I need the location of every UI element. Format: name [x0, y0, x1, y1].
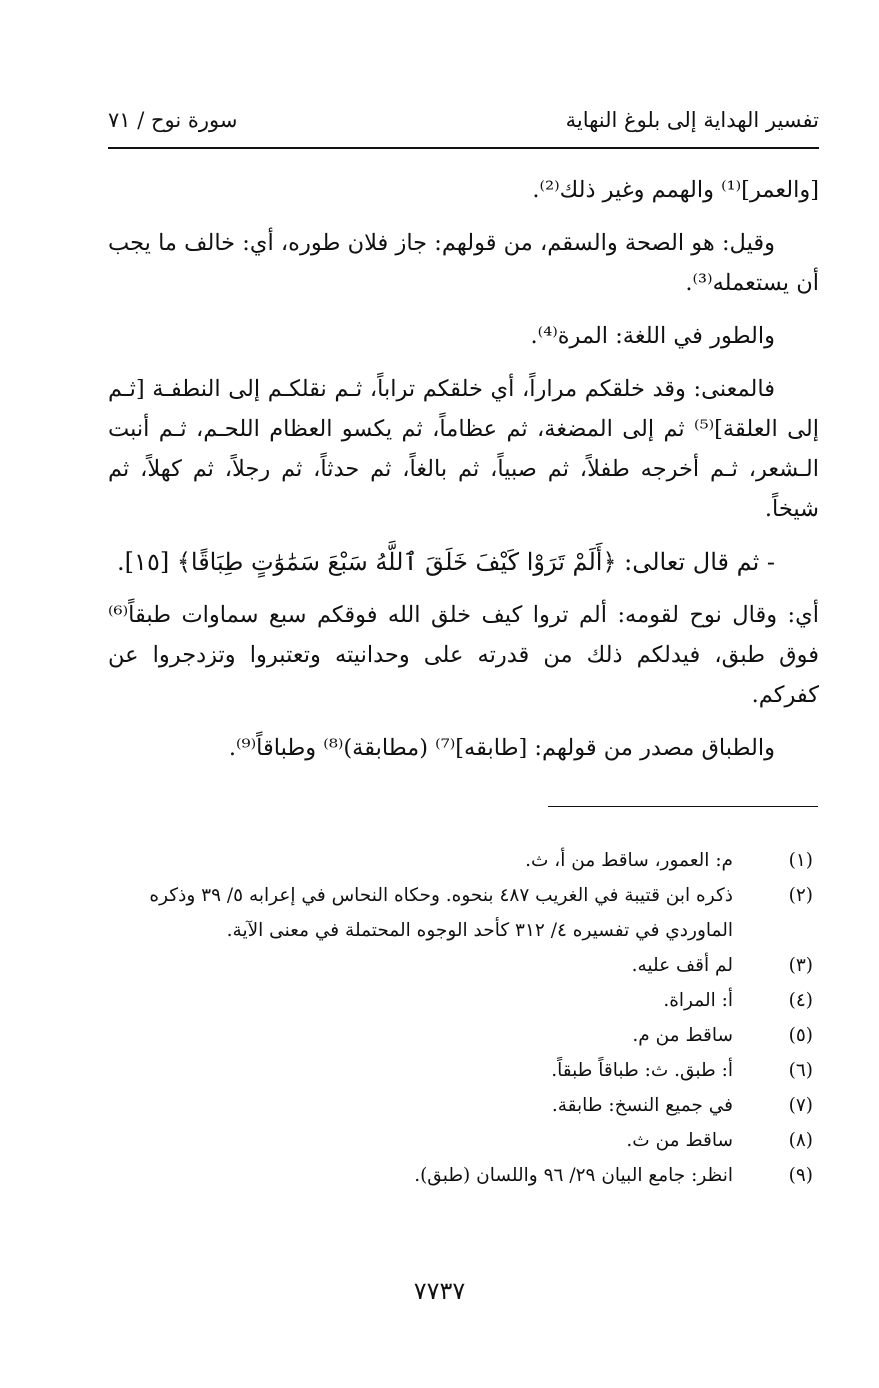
footnote-number: (٧) [788, 1095, 813, 1116]
paragraph: والطباق مصدر من قولهم: [طابقه]⁽⁷⁾ (مطابقة)⁽⁸⁾ وطباقاً⁽⁹⁾. [228, 735, 775, 761]
footnote-number: (١) [788, 850, 813, 871]
footnote-number: (٣) [788, 955, 813, 976]
footnote [108, 878, 819, 948]
footnote-number: (٤) [788, 990, 813, 1011]
footnote [108, 1018, 819, 1053]
footnote-number: (٩) [788, 1165, 813, 1186]
paragraph: والطور في اللغة: المرة⁽⁴⁾. [530, 323, 775, 349]
footnote-text: انظر: جامع البيان ٢٩/ ٩٦ واللسان (طبق). [414, 1165, 733, 1186]
running-header [108, 108, 819, 142]
footnote [108, 1088, 819, 1123]
paragraph: [والعمر]⁽¹⁾ والهمم وغير ذلك⁽²⁾. [532, 177, 819, 203]
footnote [108, 1123, 819, 1158]
footnote-number: (٥) [788, 1025, 813, 1046]
footnote-text: لم أقف عليه. [631, 955, 733, 976]
footnote-text: ذكره ابن قتيبة في الغريب ٤٨٧ بنحوه. وحكاه النحاس في إعرابه ٥/ ٣٩ وذكره الماوردي في تفسيره ٤/ ٣١٢ كأحد الوجوه المحتملة في معنى الآية. [149, 885, 733, 941]
footnote [108, 983, 819, 1018]
footnote [108, 843, 819, 878]
footnote-text: أ: المراة. [663, 990, 733, 1011]
header-rule [108, 147, 819, 149]
paragraph: فالمعنى: وقد خلقكم مراراً، أي خلقكم تراباً، ثـم نقلكـم إلى النطفـة [ثـم إلى العلقة]⁽⁵⁾ ثم إلى المضغة، ثم عظاماً، ثم يكسو العظام اللحـم، ثـم أنبت الـشعر، ثـم أخرجه طفلاً، ثم صبياً، ثم بالغاً، ثم حدثاً، ثم رجلاً، ثم كهلاً، ثم شيخاً. [108, 376, 820, 522]
footnote [108, 1053, 819, 1088]
page-number: ٧٧٣٧ [413, 1277, 466, 1305]
paragraph: أي: وقال نوح لقومه: ألم تروا كيف خلق الله فوقكم سبع سماوات طبقاً⁽⁶⁾ فوق طبق، فيدلكم ذلك من قدرته على وحدانيته وتعتبروا وتزدجروا عن كفركم. [108, 602, 819, 708]
footnote-text: ساقط من م. [632, 1025, 733, 1046]
footnote-separator [548, 806, 818, 807]
footnote-number: (٨) [788, 1130, 813, 1151]
footnote-text: أ: طبق. ث: طباقاً طبقاً. [551, 1060, 733, 1081]
quran-verse: - ثم قال تعالى: ﴿أَلَمْ تَرَوْا كَيْفَ خَلَقَ ٱللَّهُ سَبْعَ سَمَٰوَٰتٍ طِبَاقًا﴾ [١٥]. [117, 548, 775, 576]
footnote-text: في جميع النسخ: طابقة. [551, 1095, 733, 1116]
paragraph: وقيل: هو الصحة والسقم، من قولهم: جاز فلان طوره، أي: خالف ما يجب أن يستعمله⁽³⁾. [108, 230, 819, 296]
footnote-number: (٢) [788, 885, 813, 906]
footnote-number: (٦) [788, 1060, 813, 1081]
footnote-text: م: العمور، ساقط من أ، ث. [525, 850, 733, 871]
footnote-text: ساقط من ث. [626, 1130, 733, 1151]
footnote [108, 948, 819, 983]
surah-label: سورة نوح / ٧١ [108, 108, 238, 132]
footnote [108, 1158, 819, 1193]
footnotes [108, 843, 819, 1193]
book-title: تفسير الهداية إلى بلوغ النهاية [565, 108, 819, 132]
main-text [108, 170, 819, 781]
